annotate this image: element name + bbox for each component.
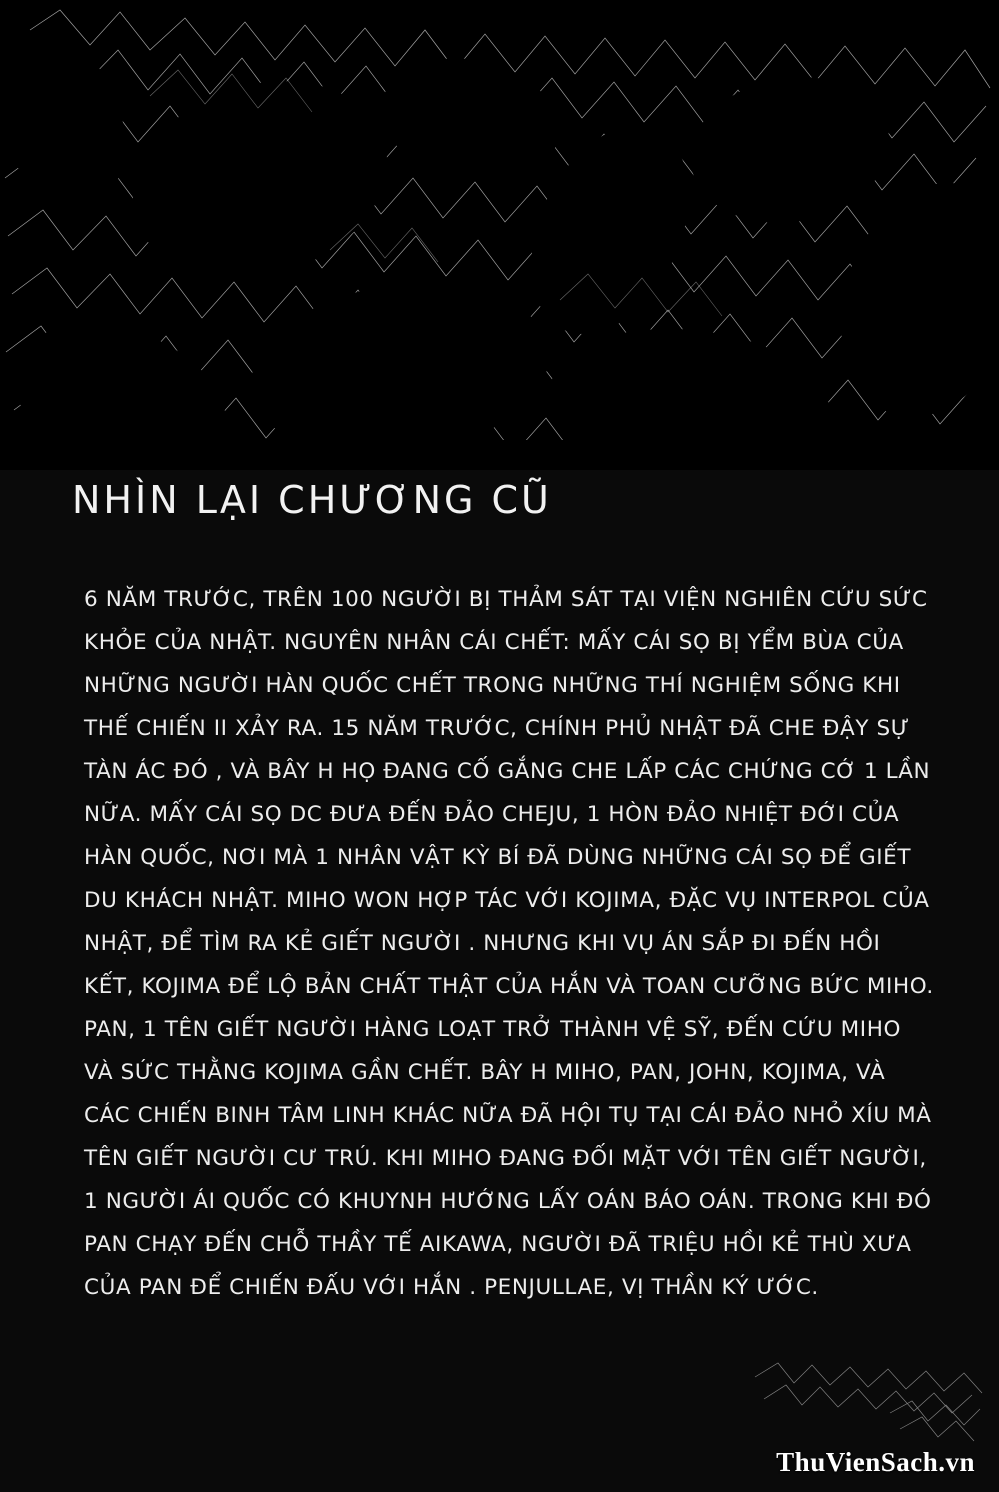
artwork-svg (0, 0, 999, 470)
scratch-mark-decoration (750, 1355, 990, 1445)
recap-body-text: 6 NĂM TRƯỚC, TRÊN 100 NGƯỜI BỊ THẢM SÁT TẠI VIỆN NGHIÊN CỨU SỨC KHỎE CỦA NHẬT. NGUYÊN NHÂN CÁI CHẾT: MẤY CÁI SỌ BỊ YỂM BÙA CỦA NHỮNG NGƯỜI HÀN QUỐC CHẾT TRONG NHỮNG THÍ NGHIỆM SỐNG KHI THẾ CHIẾN II XẢY RA. 15 NĂM TRƯỚC, CHÍNH PHỦ NHẬT ĐÃ CHE ĐẬY SỰ TÀN ÁC ĐÓ , VÀ BÂY H HỌ ĐANG CỐ GẮNG CHE LẤP CÁC CHỨNG CỚ 1 LẦN NỮA. MẤY CÁI SỌ DC ĐƯA ĐẾN ĐẢO CHEJU, 1 HÒN ĐẢO NHIỆT ĐỚI CỦA HÀN QUỐC, NƠI MÀ 1 NHÂN VẬT KỲ BÍ ĐÃ DÙNG NHỮNG CÁI SỌ ĐỂ GIẾT DU KHÁCH NHẬT. MIHO WON HỢP TÁC VỚI KOJIMA, ĐẶC VỤ INTERPOL CỦA NHẬT, ĐỂ TÌM RA KẺ GIẾT NGƯỜI . NHƯNG KHI VỤ ÁN SẮP ĐI ĐẾN HỒI KẾT, KOJIMA ĐỂ LỘ BẢN CHẤT THẬT CỦA HẮN VÀ TOAN CƯỠNG BỨC MIHO. PAN, 1 TÊN GIẾT NGƯỜI HÀNG LOẠT TRỞ THÀNH VỆ SỸ, ĐẾN CỨU MIHO VÀ SỨC THẰNG KOJIMA GẦN CHẾT. BÂY H MIHO, PAN, JOHN, KOJIMA, VÀ CÁC CHIẾN BINH TÂM LINH KHÁC NỮA ĐÃ HỘI TỤ TẠI CÁI ĐẢO NHỎ XÍU MÀ TÊN GIẾT NGƯỜI CƯ TRÚ. KHI MIHO ĐANG ĐỐI MẶT VỚI TÊN GIẾT NGƯỜI, 1 NGƯỜI ÁI QUỐC CÓ KHUYNH HƯỚNG LẤY OÁN BÁO OÁN. TRONG KHI ĐÓ PAN CHẠY ĐẾN CHỖ THẦY TẾ AIKAWA, NGƯỜI ĐÃ TRIỆU HỒI KẺ THÙ XƯA CỦA PAN ĐỂ CHIẾN ĐẤU VỚI HẮN . PENJULLAE, VỊ THẦN KÝ ƯỚC. (84, 587, 934, 1300)
page-title: NHÌN LẠI CHƯƠNG CŨ (72, 478, 552, 522)
watermark: ThuVienSach.vn (776, 1447, 975, 1477)
scratch-artwork (0, 0, 999, 470)
